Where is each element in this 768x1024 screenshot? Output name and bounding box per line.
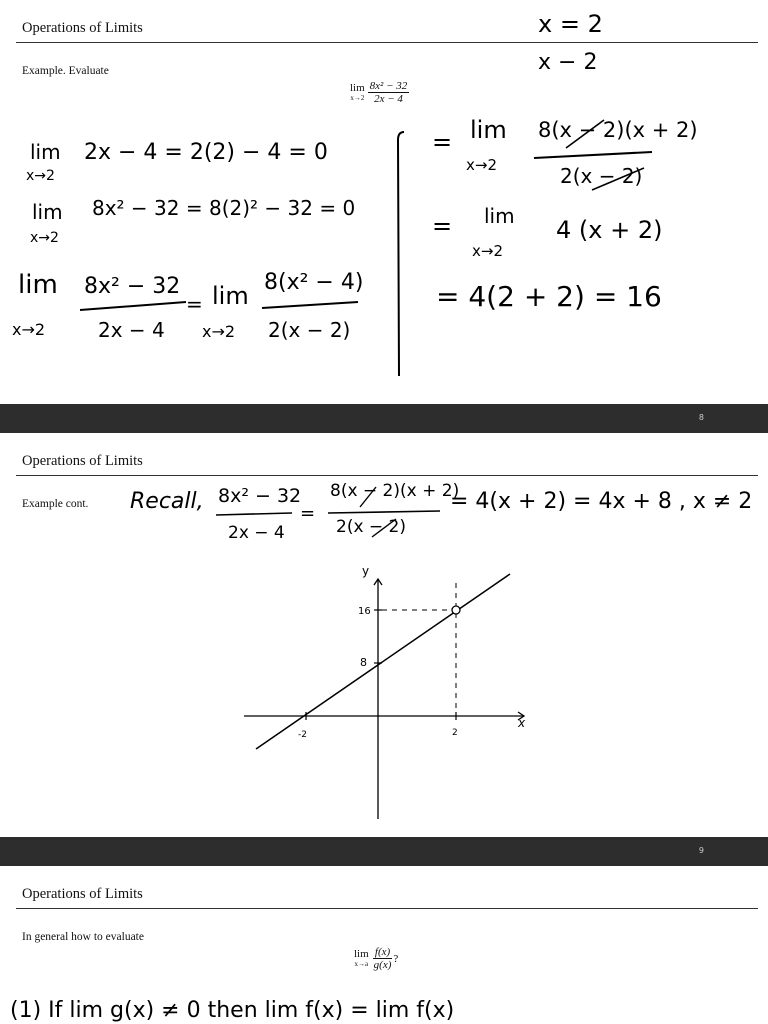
note-l1-expr: 2x − 4 = 2(2) − 4 = 0 (84, 140, 328, 165)
question-mark: ? (393, 952, 399, 965)
bracket (398, 132, 404, 376)
general-label: In general how to evaluate (22, 931, 144, 943)
tick-label-neg2: -2 (298, 730, 307, 740)
note-recall: Recall, (130, 489, 204, 514)
note-l2-lim: lim (32, 200, 63, 224)
note-den1: 2x − 4 (228, 523, 285, 543)
tick-label-8: 8 (360, 656, 367, 669)
lim-operator: lim x→a (354, 948, 369, 969)
slide-8 (0, 0, 768, 404)
note-num1: 8x² − 32 (218, 485, 302, 507)
slide-title: Operations of Limits (22, 886, 143, 902)
note-corner-bottom: x − 2 (538, 50, 598, 75)
note-l1-lim: lim (30, 140, 61, 164)
note-l3-num: 8x² − 32 (84, 274, 181, 299)
slide-footer-bar (0, 404, 768, 433)
note-num2: 8(x − 2)(x + 2) (330, 481, 460, 501)
example-label: Example. Evaluate (22, 65, 109, 77)
tick-label-16: 16 (358, 606, 371, 617)
note-r2-sub: x→2 (472, 242, 503, 260)
fraction-bar (80, 302, 186, 310)
note-l2-sub: x→2 (30, 230, 59, 246)
general-limit-expression (354, 946, 398, 971)
slide-10 (0, 866, 768, 1024)
note-case1: (1) If lim g(x) ≠ 0 then lim f(x) = lim f(x) (10, 998, 455, 1023)
note-r2-lim: lim (484, 204, 515, 228)
title-rule (16, 908, 758, 909)
note-r2-eq: = (432, 212, 453, 240)
note-l3-lim2: lim (212, 282, 249, 310)
note-l3-sub: x→2 (12, 320, 46, 339)
fraction-bar (534, 152, 652, 158)
tick-label-2: 2 (452, 728, 458, 738)
page-number: 8 (698, 413, 704, 422)
fraction-bar (262, 302, 358, 308)
cancel-stroke (566, 120, 604, 148)
x-axis-label: x (518, 716, 526, 730)
open-circle (452, 606, 460, 614)
function-line (256, 574, 510, 749)
note-r1-lim: lim (470, 116, 507, 144)
graph (0, 433, 768, 837)
y-axis-label: y (362, 564, 370, 578)
note-r1-eq: = (432, 128, 453, 156)
note-l3-den2: 2(x − 2) (268, 318, 351, 342)
slide-footer-bar (0, 837, 768, 866)
example-label: Example cont. (22, 498, 89, 510)
note-l3-eq: = (186, 292, 203, 316)
note-r1-num: 8(x − 2)(x + 2) (538, 118, 698, 142)
lim-operator: lim x→2 (350, 82, 365, 103)
note-den2: 2(x − 2) (336, 517, 407, 537)
slide-title: Operations of Limits (22, 453, 143, 469)
ink-strokes (0, 0, 768, 404)
note-r3: = 4(2 + 2) = 16 (436, 280, 662, 313)
note-r1-den: 2(x − 2) (560, 164, 643, 188)
note-l2-expr: 8x² − 32 = 8(2)² − 32 = 0 (92, 196, 356, 220)
note-l3-den: 2x − 4 (98, 318, 165, 342)
fraction-bar (216, 513, 292, 515)
note-rest: = 4(x + 2) = 4x + 8 , x ≠ 2 (450, 489, 753, 514)
note-eq1: = (300, 503, 316, 524)
cancel-stroke (372, 519, 396, 537)
fraction: $\frac{f(x)}{g(x)}$ (373, 946, 392, 972)
cancel-stroke (360, 487, 376, 507)
fraction-bar (328, 511, 440, 513)
fraction: $\frac{\text{8x² − 32}}{2x - 4}$ (369, 80, 408, 106)
page-number: 9 (698, 846, 704, 855)
cancel-stroke (592, 168, 644, 190)
note-l3-num2: 8(x² − 4) (264, 270, 364, 295)
note-corner-top: x = 2 (538, 10, 603, 38)
note-l1-sub: x→2 (26, 168, 55, 184)
note-r1-sub: x→2 (466, 156, 497, 174)
slide-9 (0, 433, 768, 837)
slide-title: Operations of Limits (22, 20, 143, 36)
note-r2-expr: 4 (x + 2) (556, 216, 663, 244)
note-l3-sub2: x→2 (202, 322, 236, 341)
note-l3-lim: lim (18, 270, 58, 300)
